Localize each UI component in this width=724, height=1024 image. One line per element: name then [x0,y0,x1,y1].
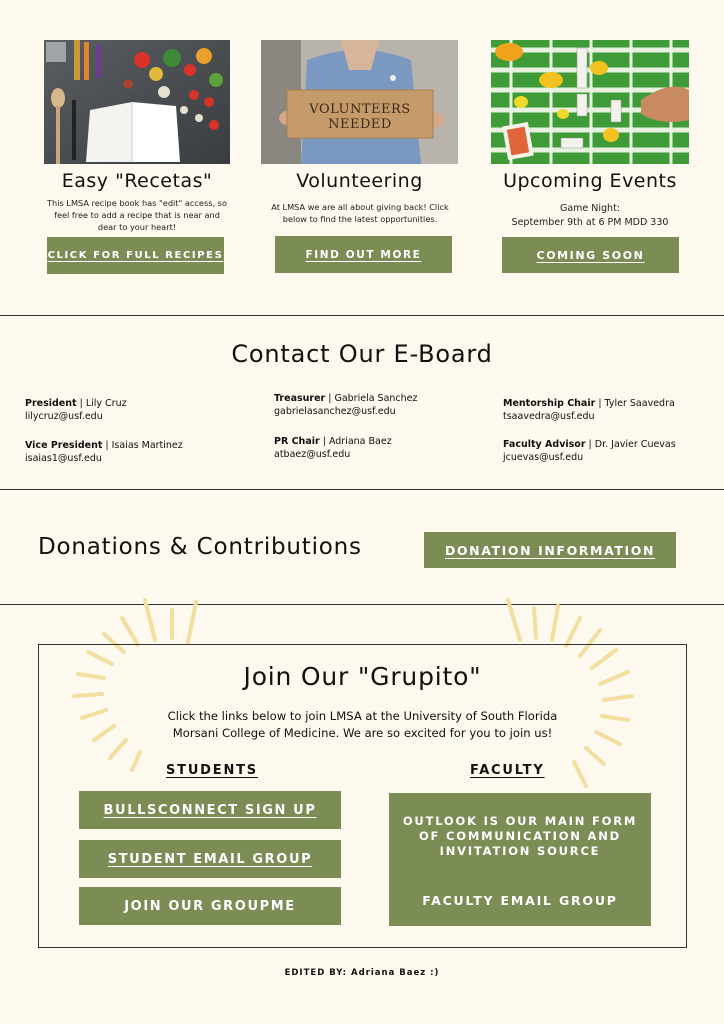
upcoming-events-description: Game Night: September 9th at 6 PM MDD 330 [511,203,669,228]
join-groupme-button[interactable]: JOIN OUR GROUPME [79,887,341,925]
join-intro: Click the links below to join LMSA at the University of South Florida Morsani College of Medicine. We are so excited for you to join us! [167,709,558,740]
eboard-faculty-advisor: Faculty Advisor | Dr. Javier Cuevas jcuevas@usf.edu [503,439,676,463]
find-out-more-button[interactable]: FIND OUT MORE [275,236,452,273]
recipes-description: This LMSA recipe book has "edit" access, so feel free to add a recipe that is near and dear to your heart! [47,198,227,232]
students-heading: STUDENTS [166,763,258,778]
eboard-vice-president: Vice President | Isaias Martinez isaias1@usf.edu [25,440,183,464]
volunteering-description: At LMSA we are all about giving back! Click below to find the latest opportunities. [271,202,449,224]
edited-by-footer: EDITED BY: Adriana Baez :) [284,968,440,978]
dominoes-game-photo [491,40,689,164]
donations-title: Donations & Contributions [38,534,362,560]
recipes-title: Easy "Recetas" [61,170,213,192]
divider-top [0,315,724,316]
contact-title: Contact Our E-Board [231,340,493,368]
join-title: Join Our "Grupito" [243,662,482,691]
volunteer-sign-text: VOLUNTEERS NEEDED [309,102,411,132]
eboard-president: President | Lily Cruz lilycruz@usf.edu [25,398,127,422]
email-link[interactable]: gabrielasanchez@usf.edu [274,406,396,417]
divider-middle [0,489,724,490]
eboard-pr-chair: PR Chair | Adriana Baez atbaez@usf.edu [274,436,392,460]
email-link[interactable]: tsaavedra@usf.edu [503,411,595,422]
email-link[interactable]: jcuevas@usf.edu [503,452,584,463]
faculty-heading: FACULTY [470,763,545,778]
faculty-info-panel [389,793,651,926]
faculty-note: OUTLOOK IS OUR MAIN FORM OF COMMUNICATION AND INVITATION SOURCE [402,814,638,858]
email-link[interactable]: atbaez@usf.edu [274,449,351,460]
eboard-treasurer: Treasurer | Gabriela Sanchez gabrielasanchez@usf.edu [274,393,418,417]
recipe-ingredients-photo [44,40,230,164]
bullsconnect-signup-button[interactable]: BULLSCONNECT SIGN UP [79,791,341,829]
email-link[interactable]: isaias1@usf.edu [25,453,102,464]
volunteer-sign-photo [261,40,458,164]
faculty-email-group-button[interactable]: FACULTY EMAIL GROUP [422,893,618,908]
upcoming-events-title: Upcoming Events [503,170,677,192]
eboard-mentorship-chair: Mentorship Chair | Tyler Saavedra tsaavedra@usf.edu [503,398,675,422]
student-email-group-button[interactable]: STUDENT EMAIL GROUP [79,840,341,878]
email-link[interactable]: lilycruz@usf.edu [25,411,103,422]
donation-information-button[interactable]: DONATION INFORMATION [424,532,676,568]
full-recipes-button[interactable]: CLICK FOR FULL RECIPES [47,237,224,274]
volunteering-title: Volunteering [296,170,423,192]
coming-soon-button[interactable]: COMING SOON [502,237,679,273]
